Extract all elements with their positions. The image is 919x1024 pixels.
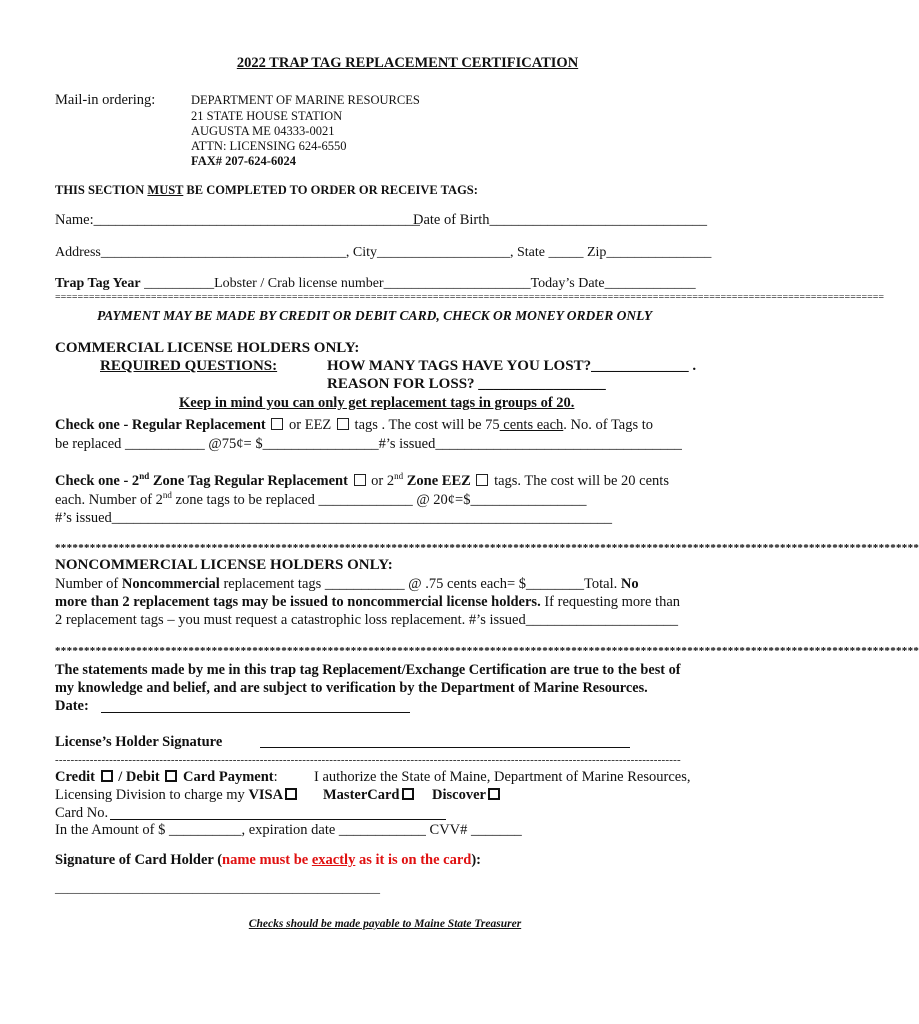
- dob-field[interactable]: Date of Birth______________________________: [413, 212, 708, 228]
- nc-l2-bold: more than 2 replacement tags may be issued to noncommercial license holders.: [55, 594, 541, 610]
- zone2-line2[interactable]: [55, 492, 586, 509]
- zone2-or: or 2: [367, 473, 395, 489]
- nc-l1-c: replacement tags ___________ @ .75 cents each= $________Total.: [219, 576, 621, 592]
- card-holder-signature-label: [55, 852, 481, 869]
- or-eez-label: [285, 417, 331, 433]
- trap-year-rest: __________Lobster / Crab license number_____________________Today’s Date_____________: [140, 276, 696, 291]
- nc-l1-d: No: [620, 576, 639, 592]
- sig-pre: Signature of Card Holder (: [55, 852, 223, 868]
- mail-addr1: 21 STATE HOUSE STATION: [191, 109, 343, 123]
- or-text: or EEZ: [285, 417, 332, 433]
- charge-line: [55, 787, 299, 804]
- name-field[interactable]: Name:_____________________________________________: [55, 212, 420, 228]
- section-must-notice: [55, 182, 478, 199]
- nc-l1-a: Number of: [55, 576, 122, 592]
- license-holder-signature-label: License’s Holder Signature: [55, 734, 223, 750]
- card-colon: :: [273, 769, 278, 785]
- keep-in-mind: Keep in mind you can only get replacement tags in groups of 20.: [179, 395, 575, 411]
- date-field-line[interactable]: [101, 712, 410, 713]
- card-no-label: Card No.: [55, 805, 109, 821]
- mail-dept: DEPARTMENT OF MARINE RESOURCES: [191, 93, 420, 107]
- mastercard-option: [323, 787, 416, 804]
- must-word: MUST: [147, 183, 184, 197]
- checks-payable-note: Checks should be made payable to Maine State Treasurer: [248, 918, 522, 930]
- statement-line1: The statements made by me in this trap tag Replacement/Exchange Certification are true to the best of: [55, 662, 681, 678]
- must-pre: THIS SECTION: [55, 183, 148, 197]
- mail-addr3: ATTN: LICENSING 624-6550: [191, 139, 347, 153]
- statement-line2: my knowledge and belief, and are subject to verification by the Department of Marine Resources.: [55, 680, 648, 696]
- page-title: 2022 TRAP TAG REPLACEMENT CERTIFICATION: [236, 55, 579, 71]
- stars-divider-1: *****************************************************************************************************************************************************: [55, 542, 919, 554]
- zone2-line2-a: each. Number of 2: [55, 492, 163, 508]
- discover-label: Discover: [432, 787, 486, 803]
- debit-checkbox[interactable]: [165, 770, 177, 782]
- reason-for-loss[interactable]: REASON FOR LOSS? _________________: [327, 376, 606, 392]
- zone2-label-b: Zone Tag Regular Replacement: [149, 473, 348, 489]
- zone2-eez-checkbox[interactable]: [476, 474, 488, 486]
- zone2-line2-b: zone tags to be replaced _____________ @ 20¢=$________________: [171, 492, 587, 508]
- card-payment-label: Card Payment: [179, 769, 274, 785]
- commercial-heading: COMMERCIAL LICENSE HOLDERS ONLY:: [55, 340, 360, 356]
- credit-label: Credit: [55, 769, 96, 785]
- credit-checkbox[interactable]: [101, 770, 113, 782]
- mail-in-label: Mail-in ordering:: [55, 92, 156, 108]
- mastercard-label: MasterCard: [323, 787, 400, 803]
- discover-checkbox[interactable]: [488, 788, 500, 800]
- sig-post: ):: [471, 852, 482, 868]
- required-questions: REQUIRED QUESTIONS:: [100, 358, 278, 374]
- trap-year-line[interactable]: [55, 275, 696, 292]
- regular-cost-post: . No. of Tags to: [563, 417, 654, 433]
- debit-label: Debit: [125, 769, 160, 785]
- regular-cost-pre: tags . The cost will be 75: [350, 417, 500, 433]
- zone2-regular-checkbox[interactable]: [354, 474, 366, 486]
- card-payment-line: [55, 769, 278, 786]
- nc-l2-rest: If requesting more than: [540, 594, 681, 610]
- license-holder-signature-line[interactable]: [260, 747, 630, 748]
- slash: /: [114, 769, 126, 785]
- card-no-line[interactable]: [110, 819, 446, 820]
- noncommercial-line3[interactable]: 2 replacement tags – you must request a catastrophic loss replacement. #’s issued_____________________: [55, 612, 678, 628]
- dash-divider: ------------------------------------------------------------------------------------------------------------------------------------------------------------------: [55, 754, 681, 766]
- sig-red1: name must be: [222, 852, 312, 868]
- stars-divider-2: *****************************************************************************************************************************************************: [55, 645, 919, 657]
- card-holder-signature-line[interactable]: ____________________________________________________: [55, 881, 380, 895]
- noncommercial-line1[interactable]: [55, 576, 639, 593]
- sig-red2: as it is on the card: [355, 852, 472, 868]
- must-post: BE COMPLETED TO ORDER OR RECEIVE TAGS:: [183, 183, 478, 197]
- regular-checkbox[interactable]: [271, 418, 283, 430]
- zone2-line2-sup: nd: [162, 490, 172, 501]
- regular-label: Check one - Regular Replacement: [55, 417, 266, 433]
- zone2-cost: tags. The cost will be 20 cents: [490, 473, 669, 489]
- payment-note: PAYMENT MAY BE MADE BY CREDIT OR DEBIT CARD, CHECK OR MONEY ORDER ONLY: [97, 308, 653, 323]
- sig-red-exactly: exactly: [311, 852, 356, 868]
- visa-checkbox[interactable]: [285, 788, 297, 800]
- trap-year-label: Trap Tag Year: [55, 276, 141, 291]
- visa-label: VISA: [248, 787, 284, 803]
- regular-cost-underlined: cents each: [499, 417, 564, 433]
- address-field[interactable]: Address___________________________________, City___________________, State _____ Zip_______________: [55, 245, 712, 260]
- authorize-text: I authorize the State of Maine, Department of Marine Resources,: [314, 769, 691, 785]
- how-many-lost[interactable]: HOW MANY TAGS HAVE YOU LOST?_____________ .: [327, 358, 697, 374]
- regular-replacement-line: [55, 417, 653, 434]
- mastercard-checkbox[interactable]: [402, 788, 414, 800]
- mail-addr2: AUGUSTA ME 04333-0021: [191, 124, 335, 138]
- date-label: Date:: [55, 698, 89, 714]
- zone2-eez: Zone EEZ: [403, 473, 471, 489]
- zone2-sup: nd: [139, 471, 150, 482]
- mail-fax: FAX# 207-624-6024: [191, 154, 296, 168]
- charge-text: Licensing Division to charge my: [55, 787, 249, 803]
- zone2-line: [55, 473, 669, 490]
- regular-line2[interactable]: be replaced ___________ @75¢= $________________#’s issued__________________________________: [55, 436, 682, 452]
- zone2-label-a: Check one - 2: [55, 473, 140, 489]
- separator-equals: ===================================================================================================================================================: [55, 292, 885, 303]
- nc-l1-b: Noncommercial: [121, 576, 220, 592]
- amount-line[interactable]: In the Amount of $ __________, expiration date ____________ CVV# _______: [55, 822, 522, 838]
- noncommercial-heading: NONCOMMERCIAL LICENSE HOLDERS ONLY:: [55, 557, 393, 573]
- noncommercial-line2: [55, 594, 680, 611]
- zone2-line3[interactable]: #’s issued_____________________________________________________________________: [55, 510, 613, 526]
- discover-option: [432, 787, 502, 804]
- zone2-or-sup: nd: [394, 471, 404, 482]
- eez-checkbox[interactable]: [337, 418, 349, 430]
